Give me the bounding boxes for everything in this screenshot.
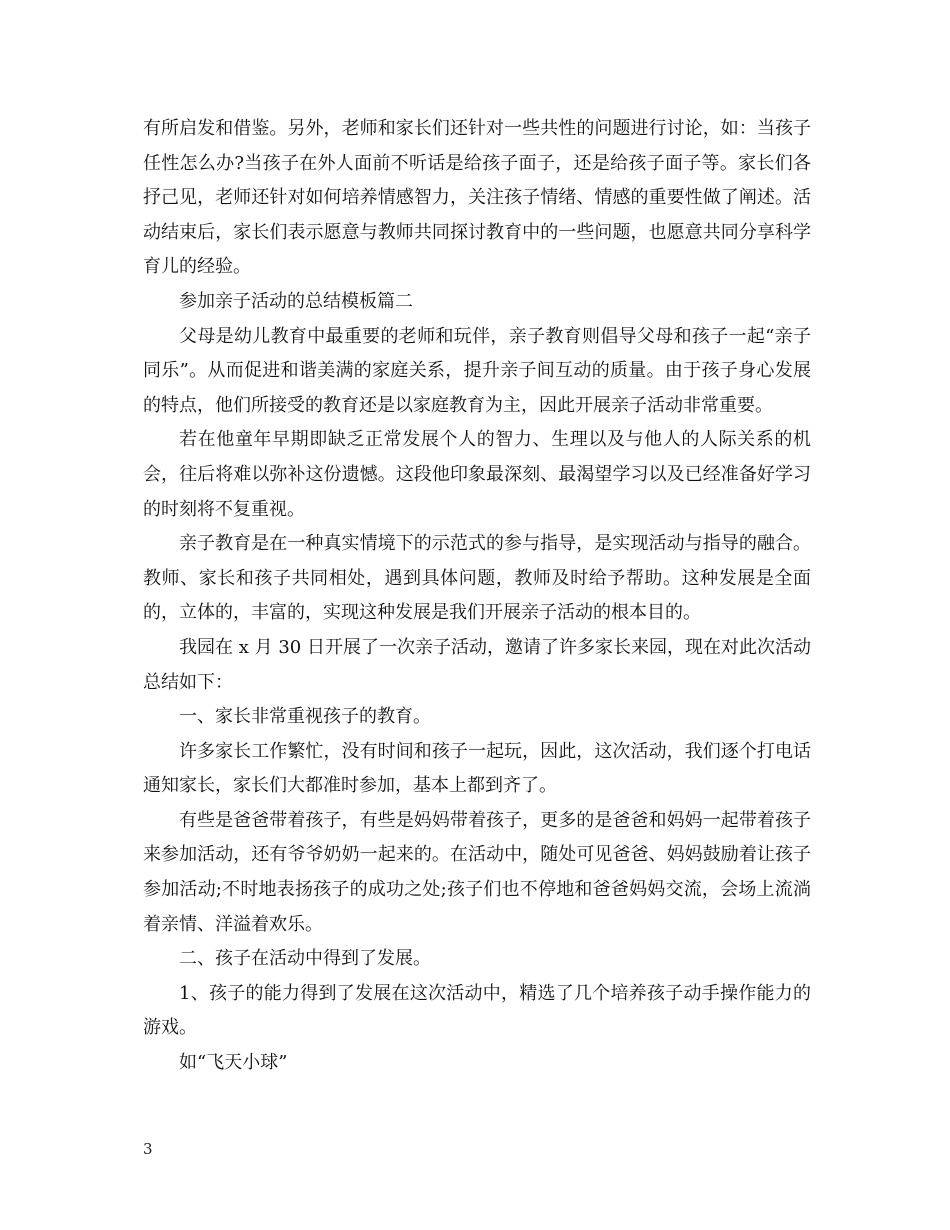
paragraph: 如“飞天小球” xyxy=(179,1052,288,1074)
section-heading: 参加亲子活动的总结模板篇二 xyxy=(179,290,413,312)
paragraph: 许多家长工作繁忙，没有时间和孩子一起玩，因此，这次活动，我们逐个打电话通知家长，家长们大都准时参加，基本上都到齐了。 xyxy=(143,740,811,797)
paragraph: 1、孩子的能力得到了发展在这次活动中，精选了几个培养孩子动手操作能力的游戏。 xyxy=(143,982,811,1039)
document-body xyxy=(143,112,811,1081)
subheading: 二、孩子在活动中得到了发展。 xyxy=(179,948,431,970)
paragraph: 有些是爸爸带着孩子，有些是妈妈带着孩子，更多的是爸爸和妈妈一起带着孩子来参加活动，还有爷爷奶奶一起来的。在活动中，随处可见爸爸、妈妈鼓励着让孩子参加活动;不时地表扬孩子的成功之处;孩子们也不停地和爸爸妈妈交流，会场上流淌着亲情、洋溢着欢乐。 xyxy=(143,809,811,935)
subheading: 一、家长非常重视孩子的教育。 xyxy=(179,706,431,728)
paragraph: 父母是幼儿教育中最重要的老师和玩伴，亲子教育则倡导父母和孩子一起“亲子同乐”。从而促进和谐美满的家庭关系，提升亲子间互动的质量。由于孩子身心发展的特点，他们所接受的教育还是以家庭教育为主，因此开展亲子活动非常重要。 xyxy=(143,325,811,416)
paragraph-continuation: 有所启发和借鉴。另外，老师和家长们还针对一些共性的问题进行讨论，如：当孩子任性怎么办?当孩子在外人面前不听话是给孩子面子，还是给孩子面子等。家长们各抒己见，老师还针对如何培养情感智力，关注孩子情绪、情感的重要性做了阐述。活动结束后，家长们表示愿意与教师共同探讨教育中的一些问题，也愿意共同分享科学育儿的经验。 xyxy=(143,118,811,278)
paragraph: 亲子教育是在一种真实情境下的示范式的参与指导，是实现活动与指导的融合。教师、家长和孩子共同相处，遇到具体问题，教师及时给予帮助。这种发展是全面的，立体的，丰富的，实现这种发展是我们开展亲子活动的根本目的。 xyxy=(143,533,811,624)
paragraph: 我园在 x 月 30 日开展了一次亲子活动，邀请了许多家长来园，现在对此次活动总结如下： xyxy=(143,636,811,693)
page-number: 3 xyxy=(143,1140,153,1158)
paragraph: 若在他童年早期即缺乏正常发展个人的智力、生理以及与他人的人际关系的机会，往后将难以弥补这份遗憾。这段他印象最深刻、最渴望学习以及已经准备好学习的时刻将不复重视。 xyxy=(143,429,811,520)
